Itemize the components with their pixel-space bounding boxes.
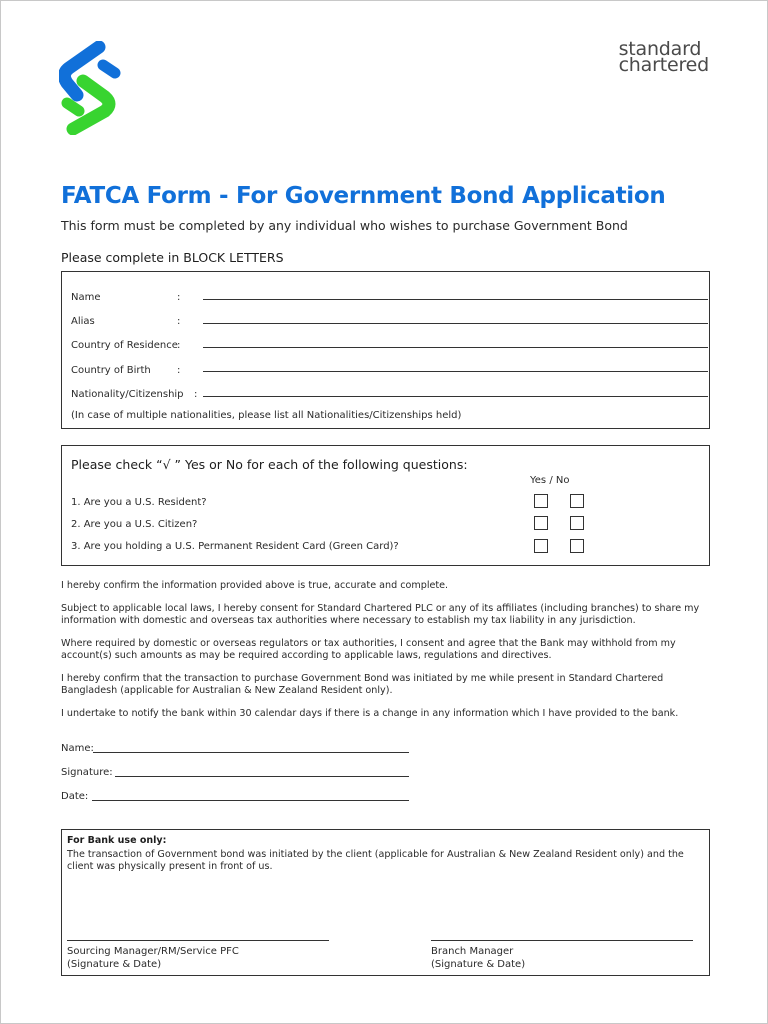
checkbox-icon[interactable] bbox=[534, 516, 548, 530]
declaration-1: I hereby confirm the information provided above is true, accurate and complete. bbox=[61, 580, 449, 591]
signature-name-field[interactable] bbox=[93, 752, 409, 753]
bank-use-text: The transaction of Government bond was initiated by the client (applicable for Australian & New Zealand Resident only) and the client was physically present in front of us. bbox=[67, 849, 684, 872]
name-colon: : bbox=[177, 292, 181, 303]
multiple-nationalities-note: (In case of multiple nationalities, please list all Nationalities/Citizenships held) bbox=[71, 410, 462, 421]
brand-wordmark bbox=[618, 38, 709, 76]
nationality-label: Nationality/Citizenship bbox=[71, 389, 184, 400]
question-us-resident: 1. Are you a U.S. Resident? bbox=[71, 497, 207, 508]
bank-use-title: For Bank use only: bbox=[67, 835, 167, 846]
bank-use-box bbox=[61, 829, 710, 976]
branch-manager-signature-field[interactable] bbox=[431, 940, 693, 941]
nationality-row bbox=[71, 389, 198, 400]
branch-manager-label: Branch Manager bbox=[431, 946, 514, 957]
block-letters-instruction: Please complete in BLOCK LETTERS bbox=[61, 250, 284, 265]
form-title: FATCA Form - For Government Bond Application bbox=[61, 183, 666, 209]
personal-details-box bbox=[61, 271, 710, 429]
checkbox-icon[interactable] bbox=[534, 539, 548, 553]
signature-label: Signature: bbox=[61, 767, 113, 778]
country-of-birth-row bbox=[71, 365, 181, 376]
country-of-residence-label: Country of Residence bbox=[71, 340, 178, 351]
declaration-4: I hereby confirm that the transaction to purchase Government Bond was initiated by me while present in Standard Chartered Bangladesh (applicable for Australian & New Zealand Resident only). bbox=[61, 673, 664, 696]
questions-heading: Please check “√ ” Yes or No for each of the following questions: bbox=[71, 457, 468, 472]
checkbox-icon[interactable] bbox=[570, 516, 584, 530]
declaration-5: I undertake to notify the bank within 30 calendar days if there is a change in any information which I have provided to the bank. bbox=[61, 708, 679, 719]
country-of-birth-label: Country of Birth bbox=[71, 365, 151, 376]
alias-label: Alias bbox=[71, 316, 95, 327]
name-label: Name bbox=[71, 292, 101, 303]
branch-manager-caption bbox=[431, 945, 525, 971]
name-row bbox=[71, 292, 181, 303]
checkbox-icon[interactable] bbox=[570, 494, 584, 508]
alias-field[interactable] bbox=[203, 323, 708, 324]
branch-manager-sign-note: (Signature & Date) bbox=[431, 959, 526, 970]
question-green-card: 3. Are you holding a U.S. Permanent Resident Card (Green Card)? bbox=[71, 541, 399, 552]
alias-colon: : bbox=[177, 316, 181, 327]
standard-chartered-logo-icon bbox=[59, 41, 123, 135]
signature-date-label: Date: bbox=[61, 791, 89, 802]
form-subtitle: This form must be completed by any individual who wishes to purchase Government Bond bbox=[61, 218, 628, 233]
signature-field[interactable] bbox=[115, 776, 409, 777]
brand-line-1: standard bbox=[618, 38, 702, 60]
country-of-residence-colon: : bbox=[177, 340, 181, 351]
yes-no-header: Yes / No bbox=[530, 475, 570, 486]
question-us-citizen: 2. Are you a U.S. Citizen? bbox=[71, 519, 198, 530]
country-of-residence-field[interactable] bbox=[203, 347, 708, 348]
sourcing-manager-label: Sourcing Manager/RM/Service PFC bbox=[67, 946, 239, 957]
declaration-2: Subject to applicable local laws, I hereby consent for Standard Chartered PLC or any of its affiliates (including branches) to share my information with domestic and overseas tax authorities where necessary to establish my tax liability in any jurisdiction. bbox=[61, 603, 700, 626]
brand-line-2: chartered bbox=[618, 54, 709, 76]
checkbox-icon[interactable] bbox=[534, 494, 548, 508]
name-field[interactable] bbox=[203, 299, 708, 300]
questions-box bbox=[61, 445, 710, 566]
signature-date-field[interactable] bbox=[92, 800, 409, 801]
sourcing-manager-caption bbox=[67, 945, 239, 971]
nationality-field[interactable] bbox=[203, 396, 708, 397]
sourcing-manager-signature-field[interactable] bbox=[67, 940, 329, 941]
country-of-birth-colon: : bbox=[177, 365, 181, 376]
nationality-colon: : bbox=[194, 389, 198, 400]
signature-name-label: Name: bbox=[61, 743, 94, 754]
declaration-3: Where required by domestic or overseas regulators or tax authorities, I consent and agree that the Bank may withhold from my account(s) such amounts as may be required according to applicable laws, regulations and directives. bbox=[61, 638, 676, 661]
alias-row bbox=[71, 316, 181, 327]
country-of-birth-field[interactable] bbox=[203, 371, 708, 372]
country-of-residence-row bbox=[71, 340, 181, 351]
sourcing-manager-sign-note: (Signature & Date) bbox=[67, 959, 162, 970]
checkbox-icon[interactable] bbox=[570, 539, 584, 553]
